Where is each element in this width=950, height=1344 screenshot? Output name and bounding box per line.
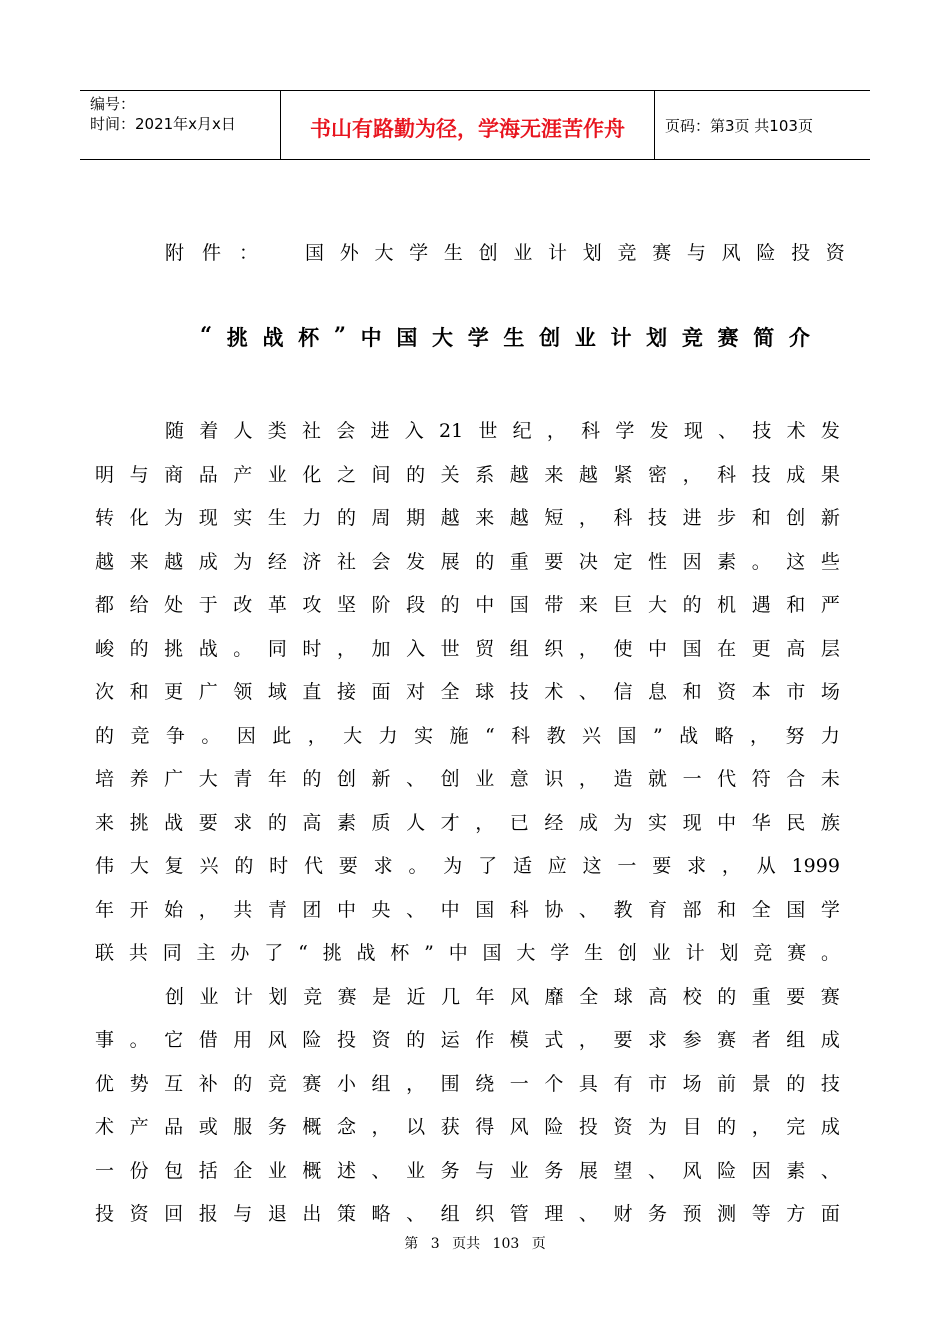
text-line: 培 养 广 大 青 年 的 创 新 、 创 业 意 识 ， 造 就 一 代 符 合 未	[95, 768, 840, 790]
document-subtitle	[165, 238, 845, 265]
text-line: 明 与 商 品 产 业 化 之 间 的 关 系 越 来 越 紧 密 ， 科 技 成 果	[95, 463, 840, 486]
text-line: 优 势 互 补 的 竞 赛 小 组 ， 围 绕 一 个 具 有 市 场 前 景 的 技	[95, 1072, 840, 1095]
footer-page-number: 3	[430, 1236, 440, 1252]
page-header	[80, 90, 870, 160]
footer-mid: 页共	[452, 1236, 481, 1252]
text-line: 投 资 回 报 与 退 出 策 略 、 组 织 管 理 、 财 务 预 测 等 方 面	[95, 1203, 840, 1225]
footer-total-pages: 103	[492, 1236, 520, 1252]
text-line: 的 竞 争 。 因 此 ， 大 力 实 施 “ 科 教 兴 国 ” 战 略 ， 努 力	[95, 724, 840, 747]
text-line: 创 业 计 划 竞 赛 是 近 几 年 风 靡 全 球 高 校 的 重 要 赛	[165, 985, 840, 1008]
footer-suffix: 页	[531, 1236, 546, 1252]
document-title: “ 挑 战 杯 ” 中 国 大 学 生 创 业 计 划 竞 赛 简 介	[200, 322, 810, 350]
paragraph-1	[95, 410, 840, 976]
motto: 书山有路勤为径，学海无涯苦作舟	[310, 117, 625, 141]
number-label: 编号：	[90, 95, 136, 113]
text-line: 术 产 品 或 服 务 概 念 ， 以 获 得 风 险 投 资 为 目 的 ， 完 成	[95, 1116, 840, 1138]
text-line: 越 来 越 成 为 经 济 社 会 发 展 的 重 要 决 定 性 因 素 。 这 些	[95, 550, 840, 573]
time-label: 时间：2021年x月x日	[90, 115, 236, 133]
document-body	[95, 410, 840, 1237]
text-line: 次 和 更 广 领 域 直 接 面 对 全 球 技 术 、 信 息 和 资 本 市 场	[95, 681, 840, 703]
text-line: 一 份 包 括 企 业 概 述 、 业 务 与 业 务 展 望 、 风 险 因 素 、	[95, 1159, 840, 1182]
header-page-info-cell	[655, 91, 870, 159]
text-line: 年 开 始 ， 共 青 团 中 央 、 中 国 科 协 、 教 育 部 和 全 国 学	[95, 898, 840, 921]
text-line: 联 共 同 主 办 了 “ 挑 战 杯 ” 中 国 大 学 生 创 业 计 划 竞 赛 。	[95, 942, 840, 964]
header-meta	[80, 91, 281, 159]
page-footer	[0, 1233, 950, 1253]
footer-prefix: 第	[404, 1236, 419, 1252]
page-info: 页码：第3页 共103页	[665, 116, 813, 135]
text-line: 事 。 它 借 用 风 险 投 资 的 运 作 模 式 ， 要 求 参 赛 者 组 成	[95, 1029, 840, 1051]
subtitle-text: 国 外 大 学 生 创 业 计 划 竞 赛 与 风 险 投 资	[305, 242, 845, 264]
header-motto-cell	[281, 91, 655, 159]
text-line: 随 着 人 类 社 会 进 入 21 世 纪 ， 科 学 发 现 、 技 术 发	[165, 420, 840, 442]
text-line: 来 挑 战 要 求 的 高 素 质 人 才 ， 已 经 成 为 实 现 中 华 民 族	[95, 811, 840, 834]
text-line: 伟 大 复 兴 的 时 代 要 求 。 为 了 适 应 这 一 要 求 ， 从 1999	[95, 855, 840, 877]
text-line: 转 化 为 现 实 生 力 的 周 期 越 来 越 短 ， 科 技 进 步 和 创 新	[95, 507, 840, 529]
paragraph-2	[95, 976, 840, 1237]
text-line: 峻 的 挑 战 。 同 时 ， 加 入 世 贸 组 织 ， 使 中 国 在 更 高 层	[95, 637, 840, 660]
text-line: 都 给 处 于 改 革 攻 坚 阶 段 的 中 国 带 来 巨 大 的 机 遇 和 严	[95, 594, 840, 616]
subtitle-label: 附件：	[165, 242, 277, 264]
